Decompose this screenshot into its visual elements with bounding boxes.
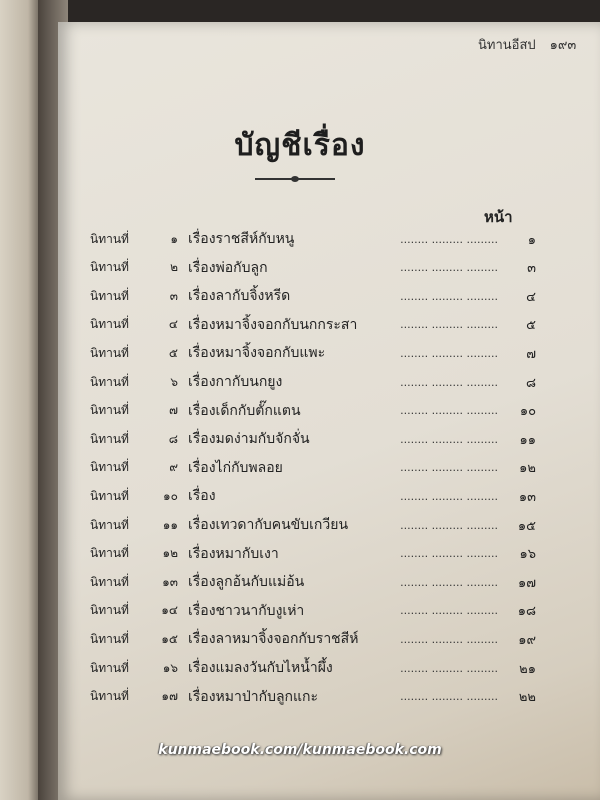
entry-page: ๑๐ xyxy=(519,404,536,420)
dot-leader: ........ ......... ......... xyxy=(400,575,498,589)
entry-number: ๑๖ xyxy=(162,660,178,675)
dot-leader: ........ ......... ......... xyxy=(400,232,498,246)
entry-number: ๕ xyxy=(168,345,178,360)
dot-leader: ........ ......... ......... xyxy=(400,461,498,475)
entry-page: ๑๓ xyxy=(518,489,536,505)
dot-leader: ........ ......... ......... xyxy=(400,518,498,532)
entry-page: ๑๘ xyxy=(517,604,536,620)
entry-title: เรื่องแมลงวันกับไหน้ำผึ้ง xyxy=(188,660,333,676)
toc-entry xyxy=(90,657,536,679)
toc-entry xyxy=(90,342,536,364)
dot-leader: ........ ......... ......... xyxy=(400,289,498,303)
dot-leader: ........ ......... ......... xyxy=(400,661,498,675)
entry-title: เรื่องหมาป่ากับลูกแกะ xyxy=(188,688,319,705)
toc-entry xyxy=(90,571,536,593)
entry-number: ๑๑ xyxy=(162,517,178,532)
dot-leader: ........ ......... ......... xyxy=(400,375,498,389)
entry-number: ๗ xyxy=(168,403,178,418)
toc-entry xyxy=(90,285,536,307)
entry-title: เรื่องลูกอ้นกับแม่อ้น xyxy=(188,574,305,591)
entry-page: ๑ xyxy=(527,232,536,248)
entry-page: ๑๕ xyxy=(517,518,536,534)
toc-entry xyxy=(90,457,536,479)
entry-label: นิทานที่ xyxy=(90,546,129,561)
entry-number: ๑ xyxy=(170,231,178,246)
entry-number: ๑๕ xyxy=(161,631,178,646)
dot-leader: ........ ......... ......... xyxy=(400,604,498,618)
dot-leader: ........ ......... ......... xyxy=(400,404,498,418)
dot-leader: ........ ......... ......... xyxy=(400,489,498,503)
dot-leader: ........ ......... ......... xyxy=(400,261,498,275)
entry-page: ๘ xyxy=(525,375,536,391)
toc-entry xyxy=(90,514,536,536)
entry-page: ๑๗ xyxy=(517,575,536,591)
entry-page: ๔ xyxy=(526,289,536,305)
entry-title: เรื่องลาหมาจิ้งจอกกับราชสีห์ xyxy=(188,631,359,648)
dot-leader: ........ ......... ......... xyxy=(400,432,498,446)
title-ornament-divider xyxy=(255,176,335,182)
entry-label: นิทานที่ xyxy=(90,660,129,675)
toc-entry xyxy=(90,371,536,393)
entry-page: ๒๑ xyxy=(519,661,536,677)
running-header xyxy=(478,34,576,55)
toc-entry xyxy=(90,600,536,622)
entry-label: นิทานที่ xyxy=(90,517,129,532)
entry-label: นิทานที่ xyxy=(90,460,129,475)
entry-number: ๑๓ xyxy=(162,574,178,589)
entry-label: นิทานที่ xyxy=(90,374,129,389)
entry-number: ๙ xyxy=(169,460,178,475)
entry-label: นิทานที่ xyxy=(90,231,129,246)
entry-title: เรื่องลากับจิ้งหรีด xyxy=(188,288,291,305)
toc-entry xyxy=(90,228,536,250)
entry-number: ๑๐ xyxy=(163,488,178,503)
dot-leader: ........ ......... ......... xyxy=(400,632,498,646)
entry-page: ๑๖ xyxy=(519,547,536,563)
entry-number: ๑๒ xyxy=(162,546,178,561)
entry-number: ๘ xyxy=(168,431,178,446)
running-header-page-number: ๑๙๓ xyxy=(549,38,577,53)
toc-entry xyxy=(90,485,536,507)
toc-entry xyxy=(90,400,536,422)
toc-entry xyxy=(90,628,536,650)
entry-label: นิทานที่ xyxy=(90,345,129,360)
entry-page: ๓ xyxy=(527,261,536,277)
entry-label: นิทานที่ xyxy=(90,488,129,503)
dot-leader: ........ ......... ......... xyxy=(400,346,498,360)
toc-entry xyxy=(90,428,536,450)
entry-number: ๑๔ xyxy=(161,603,178,618)
entry-title: เรื่องเทวดากับคนขับเกวียน xyxy=(188,517,349,533)
toc-entry xyxy=(90,686,536,708)
dot-leader: ........ ......... ......... xyxy=(400,318,498,332)
entry-page: ๕ xyxy=(526,318,536,334)
entry-number: ๓ xyxy=(169,288,178,303)
toc-entry xyxy=(90,257,536,279)
entry-page: ๑๒ xyxy=(519,461,536,477)
entry-title: เรื่องกากับนกยูง xyxy=(188,374,283,390)
entry-label: นิทานที่ xyxy=(90,317,129,332)
entry-title: เรื่องเด็กกับตั๊กแตน xyxy=(188,402,301,419)
toc-entry xyxy=(90,543,536,565)
entry-number: ๒ xyxy=(170,260,178,275)
entry-label: นิทานที่ xyxy=(90,689,129,704)
entry-title: เรื่องพ่อกับลูก xyxy=(188,259,268,276)
page-title: บัญชีเรื่อง xyxy=(234,128,366,163)
dot-leader: ........ ......... ......... xyxy=(400,547,498,561)
entry-title: เรื่องหมาจิ้งจอกกับนกกระสา xyxy=(188,316,358,333)
entry-number: ๑๗ xyxy=(161,689,178,704)
entry-title: เรื่องหมากับเงา xyxy=(188,545,279,562)
entry-page: ๑๑ xyxy=(519,432,536,448)
entry-title: เรื่องไก่กับพลอย xyxy=(188,459,283,476)
entry-label: นิทานที่ xyxy=(90,403,129,418)
entry-title: เรื่อง xyxy=(188,488,216,505)
entry-page: ๑๙ xyxy=(518,632,536,648)
watermark: kunmaebook.com/kunmaebook.com xyxy=(158,742,442,758)
facing-page-edge xyxy=(0,0,40,800)
entry-label: นิทานที่ xyxy=(90,431,129,446)
dot-leader: ........ ......... ......... xyxy=(400,690,498,704)
running-header-title: นิทานอีสป xyxy=(478,38,536,53)
page-column-header: หน้า xyxy=(484,208,513,226)
entry-label: นิทานที่ xyxy=(90,603,129,618)
entry-number: ๖ xyxy=(170,374,178,389)
entry-page: ๗ xyxy=(526,346,536,362)
entry-title: เรื่องหมาจิ้งจอกกับแพะ xyxy=(188,345,326,362)
entry-title: เรื่องมดง่ามกับจักจั่น xyxy=(188,431,310,448)
entry-label: นิทานที่ xyxy=(90,631,129,646)
entry-label: นิทานที่ xyxy=(90,260,129,275)
toc-entry xyxy=(90,314,536,336)
entry-number: ๔ xyxy=(168,317,178,332)
entry-title: เรื่องชาวนากับงูเห่า xyxy=(188,602,305,619)
entry-title: เรื่องราชสีห์กับหนู xyxy=(188,231,295,247)
entry-label: นิทานที่ xyxy=(90,574,129,589)
entry-label: นิทานที่ xyxy=(90,288,129,303)
entry-page: ๒๒ xyxy=(518,690,536,706)
